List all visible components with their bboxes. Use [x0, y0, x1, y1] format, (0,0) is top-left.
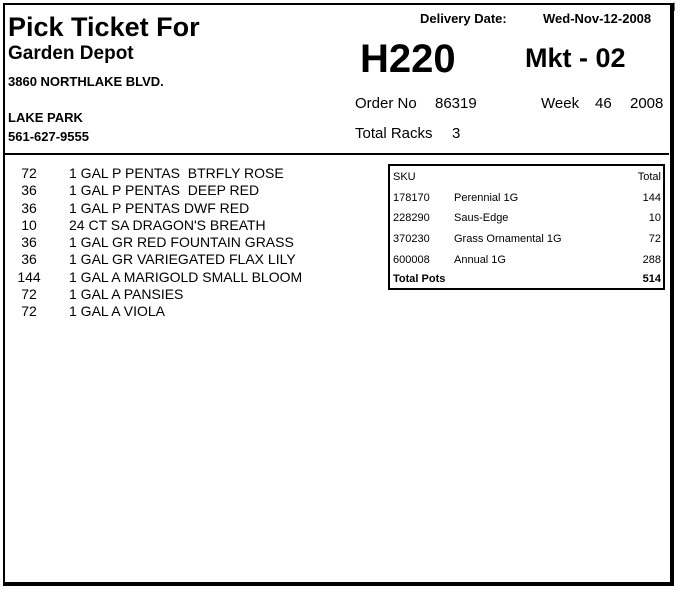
table-header	[390, 168, 663, 186]
table-row	[390, 251, 663, 269]
delivery-date-value: Wed-Nov-12-2008	[543, 11, 652, 26]
item-qty: 72	[21, 303, 37, 320]
week-label: Week	[541, 95, 580, 112]
customer-address: 3860 NORTHLAKE BLVD.	[8, 74, 164, 89]
total-racks-label: Total Racks	[355, 125, 433, 142]
sku-cell: 228290	[393, 212, 430, 224]
table-row	[390, 189, 663, 207]
total-racks-value: 3	[452, 125, 461, 142]
market-code: Mkt - 02	[525, 43, 626, 73]
sku-total-cell: 72	[648, 233, 661, 245]
item-qty: 72	[21, 165, 37, 181]
item-qty: 36	[21, 234, 37, 251]
week-value: 46	[595, 95, 612, 112]
item-desc: 1 GAL P PENTAS DEEP RED	[69, 182, 260, 199]
item-qty: 10	[21, 216, 37, 233]
delivery-date-label: Delivery Date:	[420, 11, 507, 26]
sku-total-cell: 288	[642, 254, 661, 266]
customer-city: LAKE PARK	[8, 110, 83, 125]
total-pots-label: Total Pots	[393, 273, 446, 285]
header-divider	[5, 153, 669, 155]
item-qty: 36	[21, 199, 37, 216]
sku-cell: 600008	[393, 254, 430, 266]
item-qty: 36	[21, 182, 37, 199]
item-qty: 144	[17, 268, 41, 285]
item-desc: 1 GAL GR RED FOUNTAIN GRASS	[69, 234, 294, 251]
item-desc: 1 GAL A PANSIES	[69, 286, 184, 303]
year-value: 2008	[630, 95, 664, 112]
sku-total-cell: 144	[642, 192, 661, 204]
item-qty: 36	[21, 251, 37, 268]
item-desc: 1 GAL A VIOLA	[69, 303, 165, 320]
sku-name-cell: Grass Ornamental 1G	[454, 233, 562, 245]
customer-name: Garden Depot	[8, 43, 134, 64]
column-header-total: Total	[637, 171, 661, 183]
sku-name-cell: Perennial 1G	[454, 192, 519, 204]
item-desc: 1 GAL P PENTAS BTRFLY ROSE	[69, 165, 284, 181]
sku-name-cell: Saus-Edge	[454, 212, 509, 224]
table-row	[390, 230, 663, 248]
sku-name-cell: Annual 1G	[454, 254, 506, 266]
customer-phone: 561-627-9555	[8, 129, 89, 144]
item-desc: 1 GAL A MARIGOLD SMALL BLOOM	[69, 268, 303, 285]
route-code: H220	[360, 37, 456, 81]
total-pots-value: 514	[642, 273, 661, 285]
sku-cell: 370230	[393, 233, 430, 245]
order-no-label: Order No	[355, 95, 417, 112]
corner-tick-mark: |	[673, 1, 676, 11]
order-no-value: 86319	[435, 95, 477, 112]
column-header-sku: SKU	[393, 171, 416, 183]
sku-summary-table	[388, 164, 665, 290]
table-total-row	[390, 270, 663, 288]
table-row	[390, 209, 663, 227]
ticket-title: Pick Ticket For	[8, 12, 200, 42]
item-desc: 1 GAL P PENTAS DWF RED	[69, 199, 250, 216]
sku-total-cell: 10	[648, 212, 661, 224]
item-desc: 1 GAL GR VARIEGATED FLAX LILY	[69, 251, 296, 268]
item-qty: 72	[21, 286, 37, 303]
sku-cell: 178170	[393, 192, 430, 204]
item-desc: 24 CT SA DRAGON'S BREATH	[69, 216, 266, 233]
